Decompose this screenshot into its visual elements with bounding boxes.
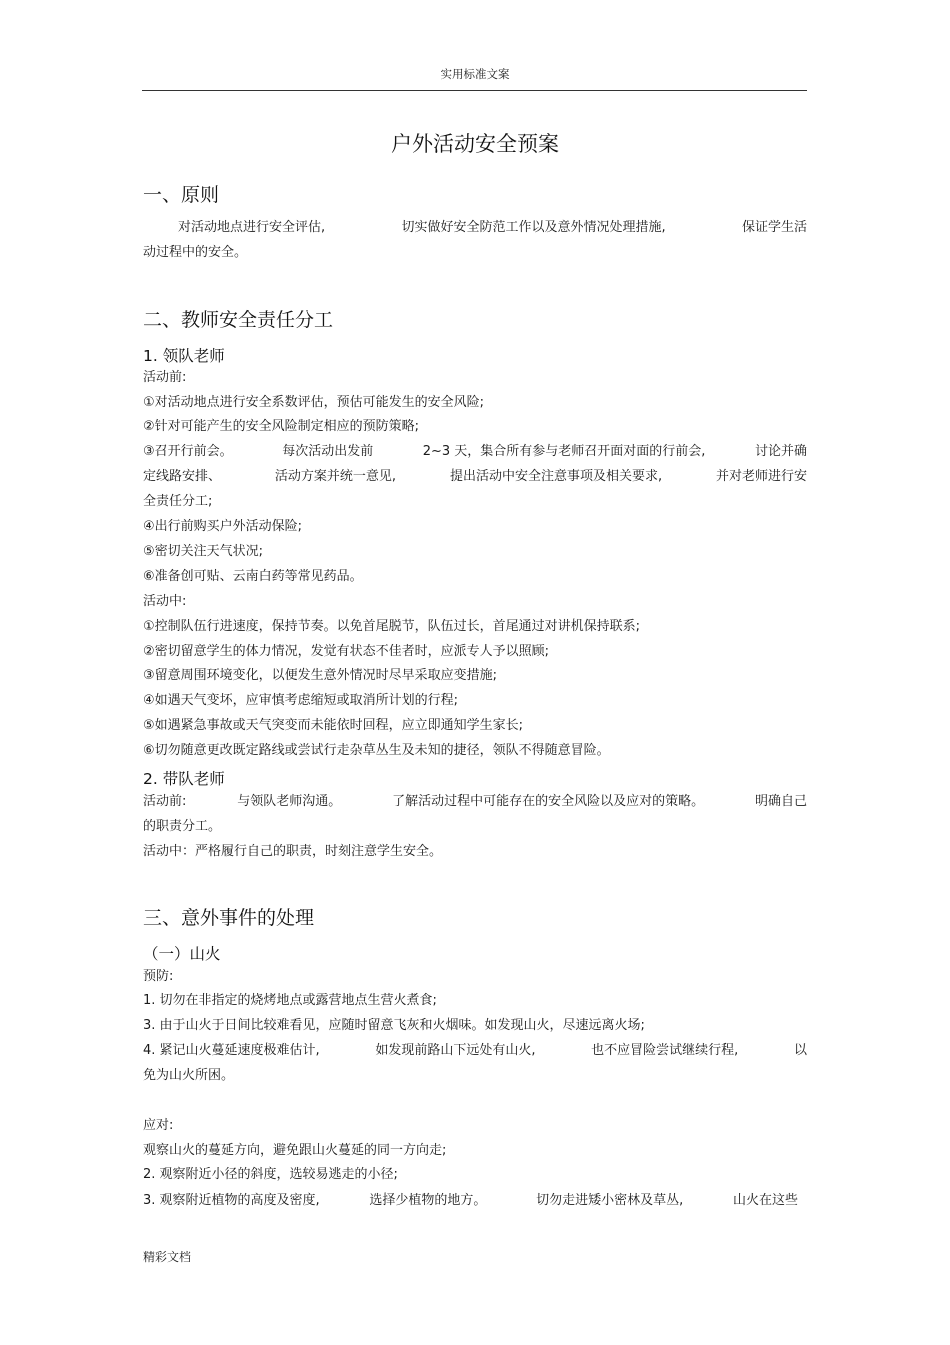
paragraph-accompany-before-line2: 的职责分工。	[143, 819, 222, 834]
header-divider	[142, 90, 807, 91]
list-item: ①对活动地点进行安全系数评估，预估可能发生的安全风险;	[143, 395, 485, 410]
text-segment: ③召开行前会。	[143, 444, 233, 459]
list-item: ⑥准备创可贴、云南白药等常见药品。	[143, 569, 363, 584]
list-item: 1. 切勿在非指定的烧烤地点或露营地点生营火煮食;	[143, 993, 437, 1008]
list-item-fire-spread-line1	[143, 1042, 807, 1060]
text-segment: 如发现前路山下远处有山火,	[375, 1043, 536, 1058]
text-segment: 对活动地点进行安全评估,	[178, 220, 326, 235]
list-item-vegetation	[143, 1192, 798, 1210]
text-segment: 切实做好安全防范工作以及意外情况处理措施,	[401, 220, 666, 235]
document-title: 户外活动安全预案	[391, 132, 559, 156]
subheading-accompanying-teacher: 2. 带队老师	[143, 770, 225, 788]
text-segment: 切勿走进矮小密林及草丛,	[536, 1193, 684, 1208]
section-heading-teacher-duties: 二、教师安全责任分工	[143, 309, 334, 331]
text-segment: 也不应冒险尝试继续行程,	[591, 1043, 739, 1058]
list-item: ①控制队伍行进速度，保持节奏。以免首尾脱节，队伍过长，首尾通过对讲机保持联系;	[143, 619, 641, 634]
section-heading-principles: 一、原则	[143, 184, 220, 206]
list-item: ④出行前购买户外活动保险;	[143, 519, 303, 534]
list-item: ②针对可能产生的安全风险制定相应的预防策略;	[143, 419, 420, 434]
paragraph-principles-line1	[143, 219, 807, 237]
list-item: 观察山火的蔓延方向，避免跟山火蔓延的同一方向走;	[143, 1143, 447, 1158]
section-heading-incidents: 三、意外事件的处理	[143, 907, 315, 929]
list-item-meeting-line3: 全责任分工;	[143, 494, 213, 509]
text-segment: 了解活动过程中可能存在的安全风险以及应对的策略。	[392, 794, 705, 809]
list-item: ⑥切勿随意更改既定路线或尝试行走杂草丛生及未知的捷径，领队不得随意冒险。	[143, 743, 610, 758]
text-segment: 明确自己	[754, 794, 807, 809]
label-during-activity: 活动中:	[143, 594, 187, 609]
text-segment: 以	[793, 1043, 807, 1058]
list-item-fire-spread-line2: 免为山火所困。	[143, 1068, 235, 1083]
text-segment: 保证学生活	[741, 220, 807, 235]
text-segment: 定线路安排、	[143, 469, 222, 484]
text-segment: 活动前:	[143, 794, 187, 809]
list-item: ④如遇天气变坏，应审慎考虑缩短或取消所计划的行程;	[143, 693, 459, 708]
label-response: 应对:	[143, 1118, 174, 1133]
page-footer: 精彩文档	[143, 1250, 192, 1264]
list-item: ③留意周围环境变化，以便发生意外情况时尽早采取应变措施;	[143, 668, 498, 683]
text-segment: 讨论并确	[754, 444, 807, 459]
text-segment: 3. 观察附近植物的高度及密度,	[143, 1193, 320, 1208]
text-segment: 活动方案并统一意见,	[274, 469, 397, 484]
text-segment: 选择少植物的地方。	[369, 1193, 487, 1208]
text-segment: 4. 紧记山火蔓延速度极难估计,	[143, 1043, 320, 1058]
list-item: 3. 由于山火于日间比较难看见，应随时留意飞灰和火烟味。如发现山火，尽速远离火场;	[143, 1018, 645, 1033]
label-before-activity: 活动前:	[143, 370, 187, 385]
paragraph-principles-line2: 动过程中的安全。	[143, 245, 248, 260]
paragraph-accompany-before-line1	[143, 793, 807, 811]
text-segment: 提出活动中安全注意事项及相关要求,	[449, 469, 663, 484]
text-segment: 2~3 天，集合所有参与老师召开面对面的行前会,	[422, 444, 706, 459]
list-item: ⑤密切关注天气状况;	[143, 544, 264, 559]
text-segment: 每次活动出发前	[282, 444, 374, 459]
page-header: 实用标准文案	[440, 67, 510, 81]
subheading-lead-teacher: 1. 领队老师	[143, 347, 225, 365]
list-item-meeting-line1	[143, 443, 807, 461]
list-item: ②密切留意学生的体力情况，发觉有状态不佳者时，应派专人予以照顾;	[143, 644, 550, 659]
subheading-wildfire: （一）山火	[143, 945, 221, 963]
list-item-meeting-line2	[143, 468, 807, 486]
list-item: 2. 观察附近小径的斜度，选较易逃走的小径;	[143, 1167, 398, 1182]
paragraph-accompany-during: 活动中：严格履行自己的职责，时刻注意学生安全。	[143, 844, 443, 859]
text-segment: 并对老师进行安	[715, 469, 807, 484]
text-segment: 与领队老师沟通。	[237, 794, 342, 809]
label-prevention: 预防:	[143, 969, 174, 984]
list-item: ⑤如遇紧急事故或天气突变而未能依时回程，应立即通知学生家长;	[143, 718, 524, 733]
text-segment: 山火在这些	[732, 1193, 798, 1208]
